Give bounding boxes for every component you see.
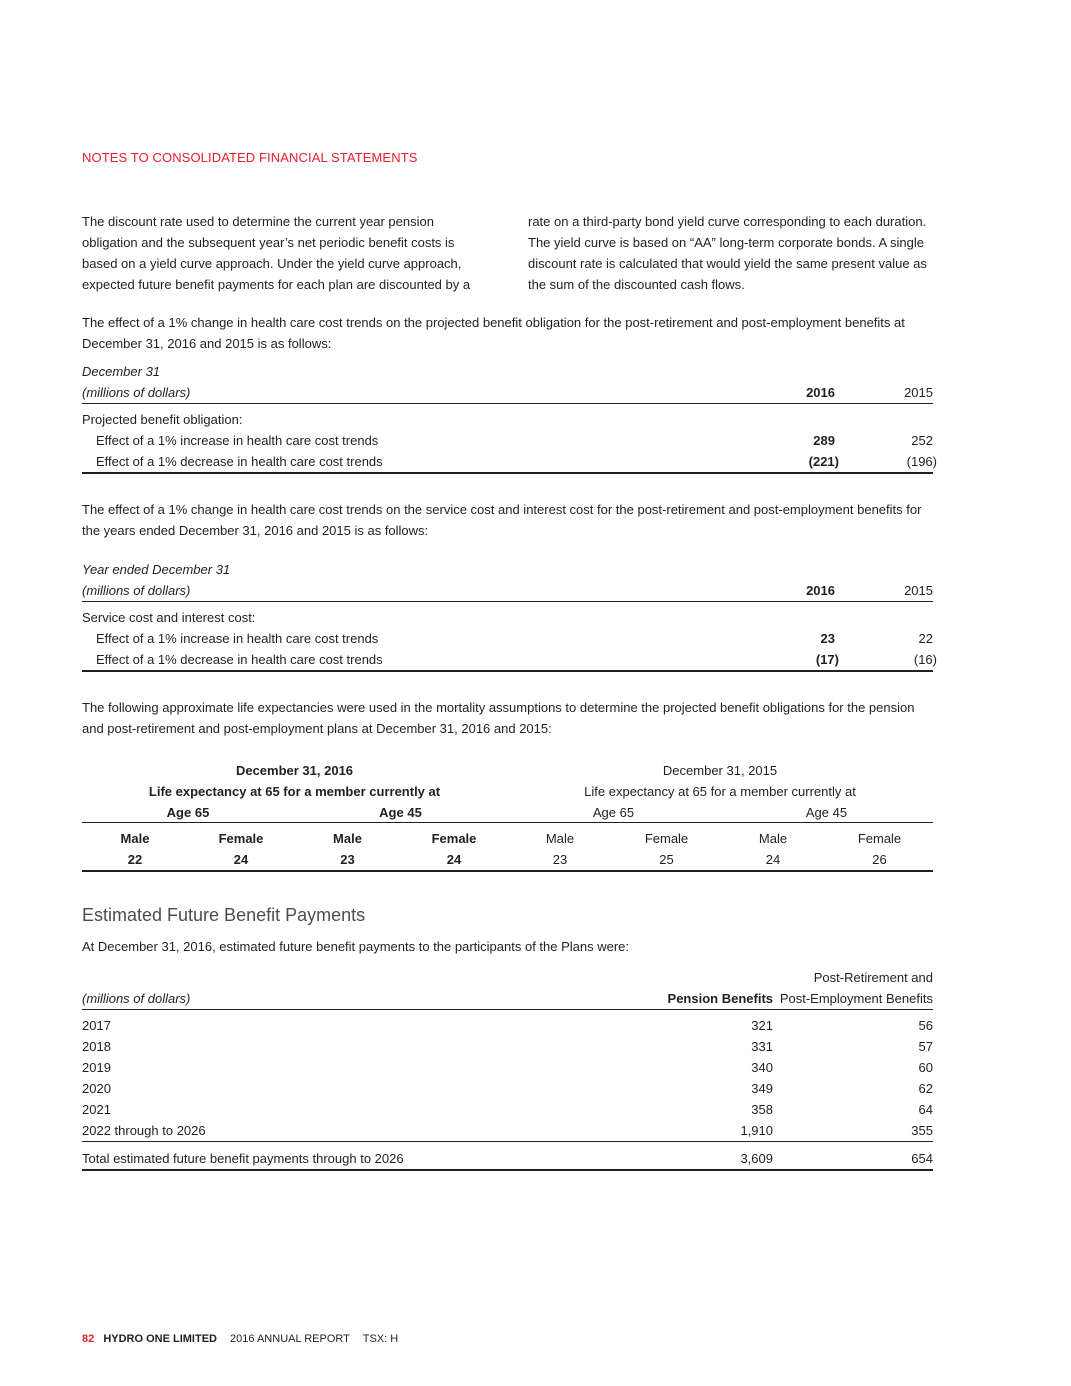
table-row: [82, 451, 937, 474]
report-name: 2016 ANNUAL REPORT: [230, 1333, 350, 1345]
row-post: 56: [918, 1018, 933, 1033]
col-post-line2: Post-Employment Benefits: [779, 991, 933, 1006]
mortality-2015-age-b: Age 45: [805, 805, 848, 820]
row-post: 60: [918, 1060, 933, 1075]
page-number: 82: [82, 1333, 95, 1345]
mortality-header: Male: [545, 831, 575, 846]
mortality-value: 23: [552, 852, 568, 867]
intro-left-column: The discount rate used to determine the current year pension obligation and the subsequent year’s net periodic benefit costs is based on a yield curve approach. Under the yield curve approach, expected future benefit payments for each plan are discounted by a: [82, 214, 471, 292]
row-pension: 340: [751, 1060, 773, 1075]
col-pension: Pension Benefits: [667, 991, 773, 1006]
total-row: [82, 1148, 933, 1171]
value-2015: 252: [911, 433, 933, 448]
table1-section: Projected benefit obligation:: [82, 412, 243, 427]
mortality-value: 24: [446, 852, 462, 867]
row-post: 57: [918, 1039, 933, 1054]
table1-col-2016: 2016: [806, 385, 835, 400]
total-pension: 3,609: [740, 1151, 773, 1166]
row-year: 2022 through to 2026: [82, 1123, 206, 1138]
mortality-header: Female: [644, 831, 689, 846]
mortality-header: Male: [120, 831, 150, 846]
payments-header-line1: [82, 967, 933, 988]
page-header: NOTES TO CONSOLIDATED FINANCIAL STATEMENTS: [82, 150, 418, 165]
mortality-2015-date: December 31, 2015: [662, 763, 778, 778]
page-footer: [82, 1333, 398, 1345]
mortality-header: Male: [333, 831, 362, 846]
table-row: [82, 1099, 933, 1120]
table1-col-2015: 2015: [904, 385, 933, 400]
section-title: Estimated Future Benefit Payments: [82, 905, 366, 925]
row-label: Effect of a 1% increase in health care cost trends: [96, 433, 379, 448]
mortality-header-rule: [82, 822, 933, 823]
row-pension: 331: [751, 1039, 773, 1054]
payments-intro: At December 31, 2016, estimated future benefit payments to the participants of the Plans were:: [82, 939, 630, 954]
table2-units: (millions of dollars): [82, 583, 191, 598]
mortality-value: 23: [340, 852, 355, 867]
row-year: 2017: [82, 1018, 111, 1033]
ticker: TSX: H: [362, 1333, 399, 1345]
payments-table: [82, 967, 933, 1171]
value-2016: (17): [815, 652, 839, 667]
value-2015: (16): [913, 652, 937, 667]
table2-period-label: Year ended December 31: [82, 562, 231, 577]
mortality-intro: The following approximate life expectancies were used in the mortality assumptions to determine the projected benefit obligations for the pension and post-retirement and post-employment plans at December 31, 2016 and 2015:: [82, 700, 915, 736]
value-2015: (196): [906, 454, 937, 469]
row-pension: 321: [751, 1018, 773, 1033]
row-year: 2019: [82, 1060, 111, 1075]
mortality-2016-caption: Life expectancy at 65 for a member currently at: [148, 784, 441, 799]
table-row: [82, 1078, 933, 1099]
mortality-value: 22: [127, 852, 143, 867]
mortality-2015-age-a: Age 65: [592, 805, 635, 820]
table-row: [82, 1120, 933, 1142]
mortality-2015-caption: Life expectancy at 65 for a member currently at: [584, 784, 856, 799]
table2-col-2016: 2016: [806, 583, 835, 598]
total-post: 654: [911, 1151, 933, 1166]
table1-period-label: December 31: [82, 364, 161, 379]
company-name: HYDRO ONE LIMITED: [103, 1333, 217, 1345]
value-2016: (221): [808, 454, 839, 469]
row-year: 2018: [82, 1039, 111, 1054]
total-label: Total estimated future benefit payments through to 2026: [82, 1151, 404, 1166]
row-pension: 349: [751, 1081, 773, 1096]
mortality-header: Female: [431, 831, 477, 846]
table1-units: (millions of dollars): [82, 385, 191, 400]
mortality-header: Male: [758, 831, 788, 846]
table-row: [82, 1057, 933, 1078]
row-year: 2021: [82, 1102, 111, 1117]
table2-col-2015: 2015: [904, 583, 933, 598]
table2-intro: The effect of a 1% change in health care cost trends on the service cost and interest cost for the post-retirement and post-employment benefits for the years ended December 31, 2016 and 2015 is as follows:: [82, 502, 922, 538]
table1: [82, 361, 937, 474]
payments-units: (millions of dollars): [82, 991, 191, 1006]
row-label: Effect of a 1% decrease in health care cost trends: [96, 454, 383, 469]
row-post: 355: [911, 1123, 933, 1138]
table-row: [82, 628, 933, 649]
value-2015: 22: [918, 631, 933, 646]
mortality-2016-age-b: Age 45: [379, 805, 422, 820]
mortality-2016-date: December 31, 2016: [235, 763, 354, 778]
table2: [82, 559, 937, 672]
value-2016: 23: [820, 631, 835, 646]
row-post: 64: [918, 1102, 933, 1117]
mortality-header: Female: [857, 831, 902, 846]
row-post: 62: [918, 1081, 933, 1096]
mortality-bottom-rule: [82, 870, 933, 872]
row-pension: 358: [751, 1102, 773, 1117]
value-2016: 289: [813, 433, 835, 448]
table-row: [82, 1036, 933, 1057]
row-year: 2020: [82, 1081, 111, 1096]
mortality-value: 24: [765, 852, 781, 867]
table1-intro: The effect of a 1% change in health care cost trends on the projected benefit obligation for the post-retirement and post-employment benefits at December 31, 2016 and 2015 is as follows:: [82, 315, 905, 351]
row-label: Effect of a 1% decrease in health care cost trends: [96, 652, 383, 667]
mortality-table: [82, 760, 933, 872]
row-label: Effect of a 1% increase in health care cost trends: [96, 631, 379, 646]
mortality-value: 25: [659, 852, 674, 867]
table-row: [82, 649, 937, 672]
payments-header-row: [82, 988, 933, 1010]
table2-section: Service cost and interest cost:: [82, 610, 256, 625]
mortality-2016-age-a: Age 65: [166, 805, 210, 820]
table-row: [82, 430, 933, 451]
col-post-line1: Post-Retirement and: [813, 970, 933, 985]
intro-right-column: rate on a third-party bond yield curve corresponding to each duration. The yield curve is based on “AA” long-term corporate bonds. A single discount rate is calculated that would yield the same present value as the sum of the discounted cash flows.: [528, 214, 927, 292]
mortality-value: 24: [233, 852, 249, 867]
table2-header-row: [82, 580, 933, 602]
row-pension: 1,910: [740, 1123, 773, 1138]
mortality-header: Female: [218, 831, 264, 846]
table-row: [82, 1015, 933, 1036]
mortality-value: 26: [872, 852, 887, 867]
table1-header-row: [82, 382, 933, 404]
